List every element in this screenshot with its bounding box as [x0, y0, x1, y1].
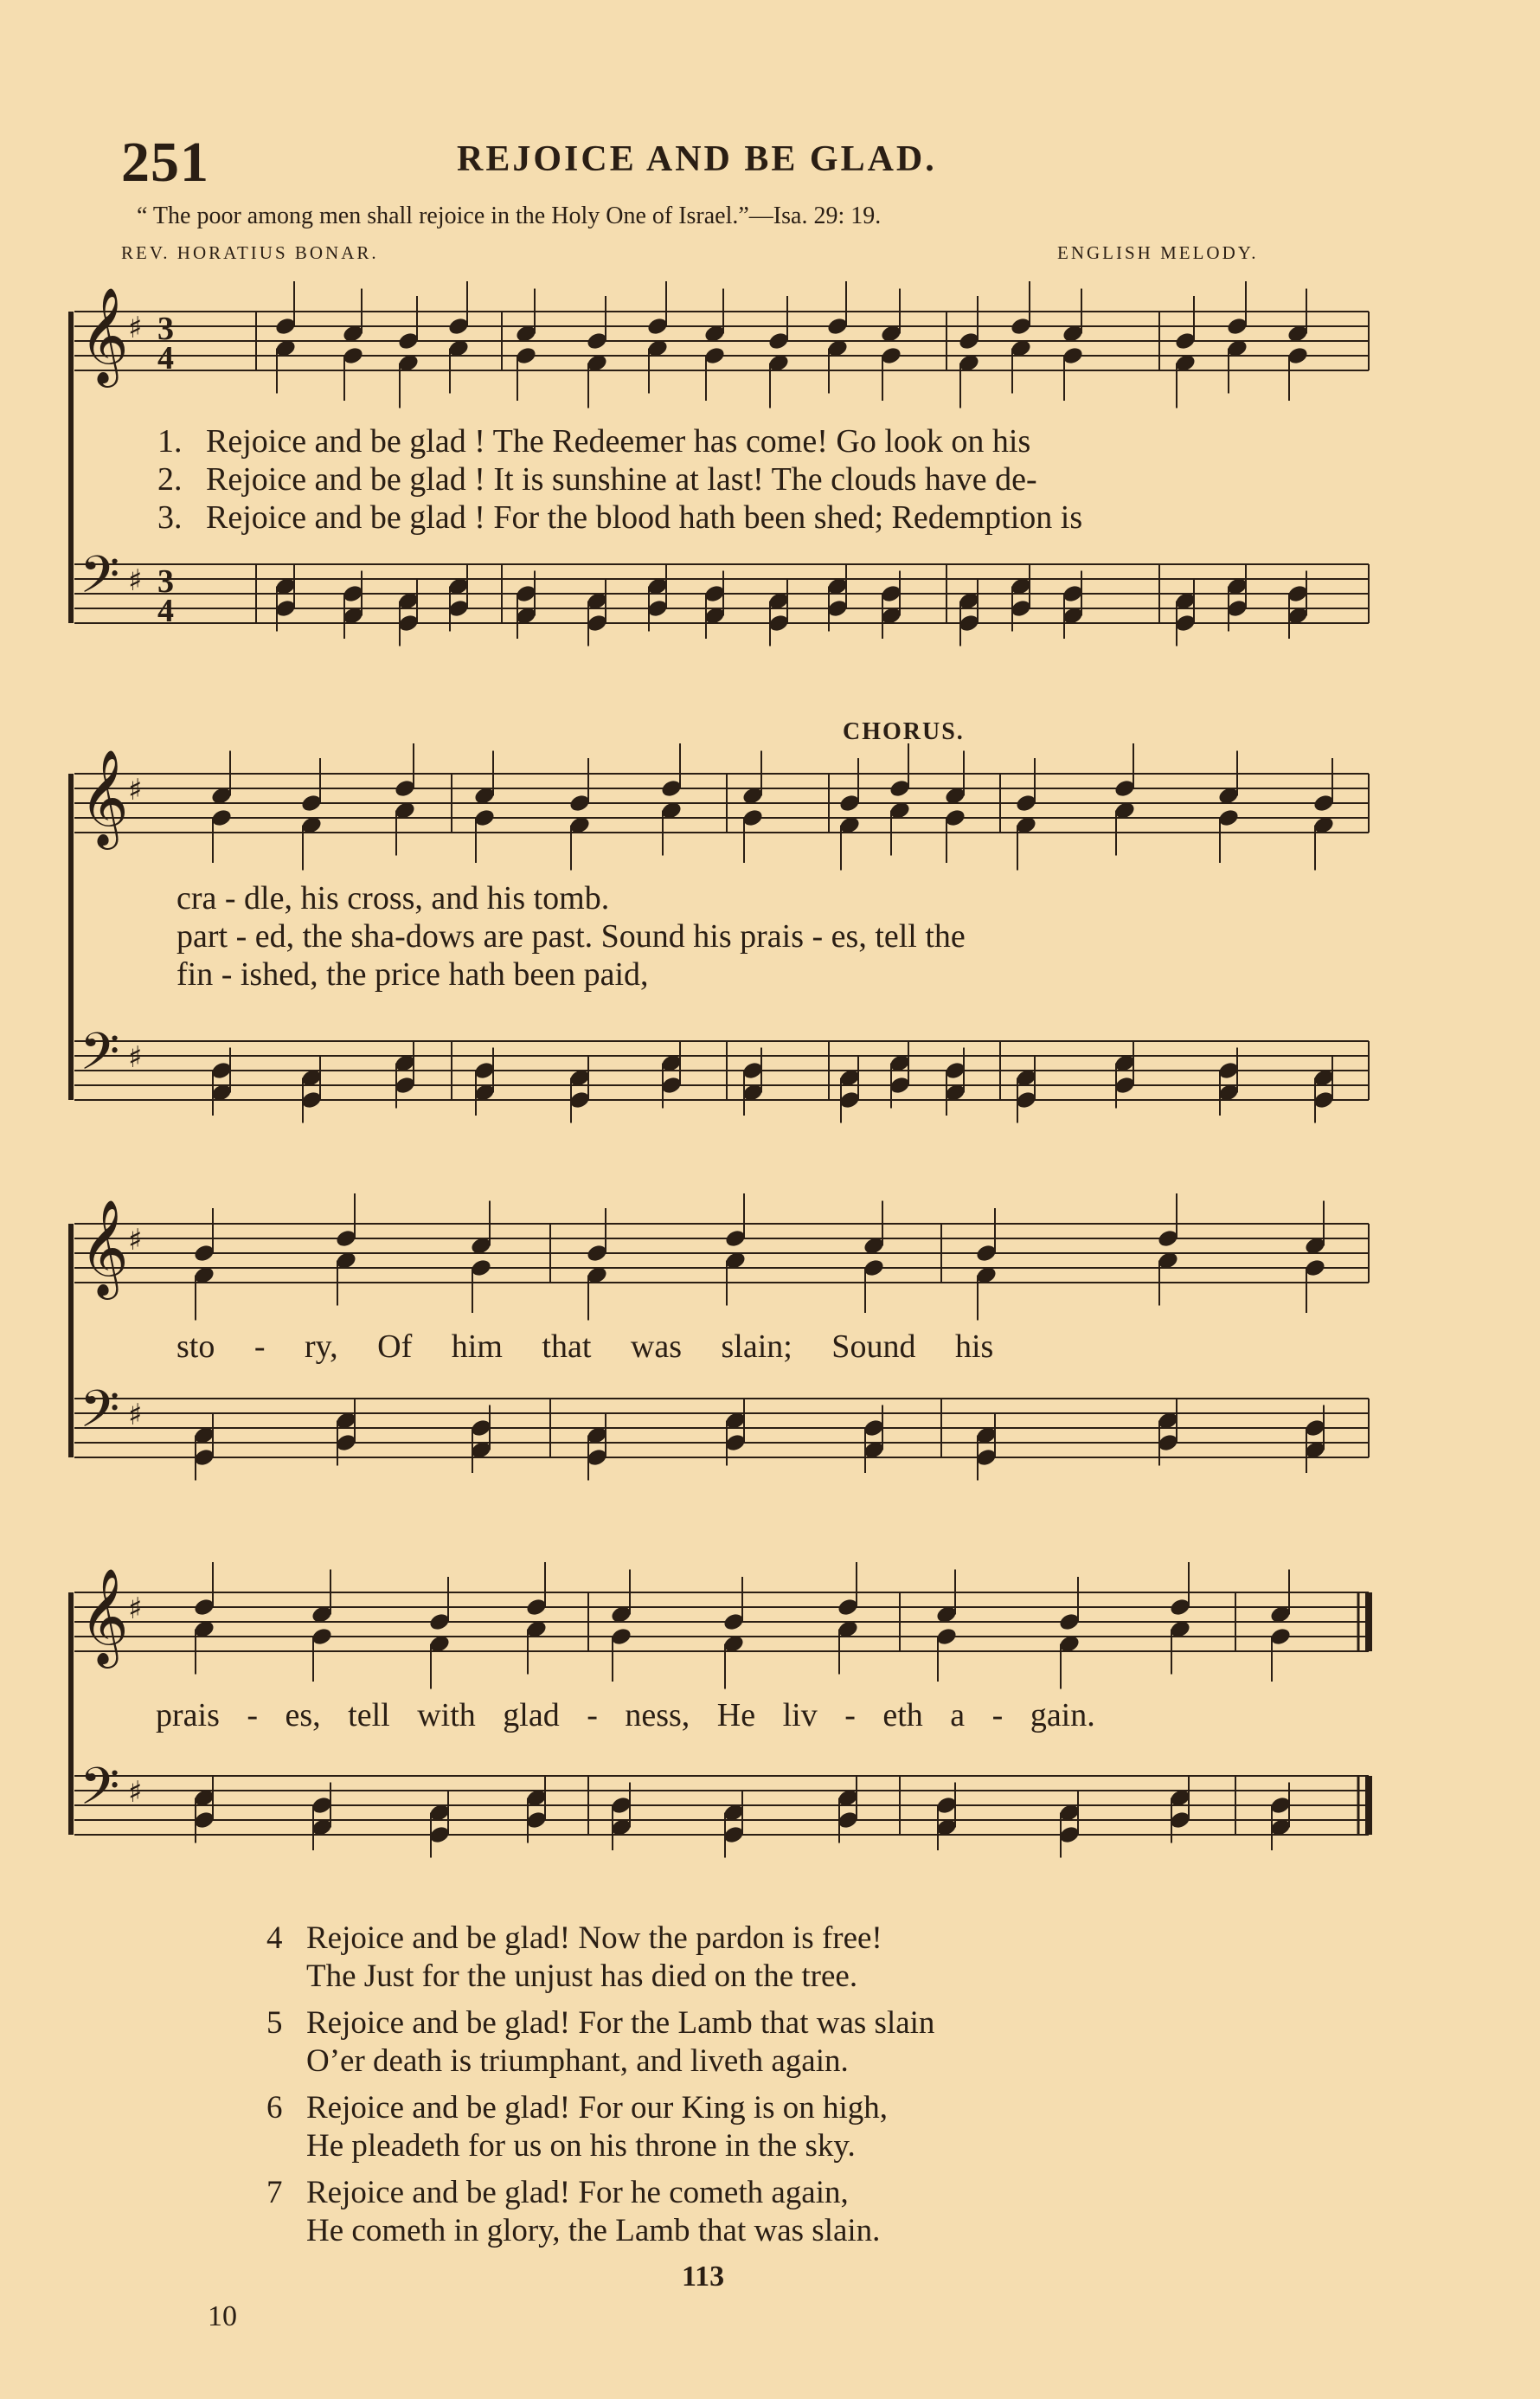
treble-clef-icon: 𝄞	[80, 1567, 129, 1664]
sharp-icon: ♯	[128, 773, 143, 807]
verse-line: The Just for the unjust has died on the tree.	[306, 1958, 858, 1994]
verse-7	[266, 2174, 880, 2250]
verse-line: He cometh in glory, the Lamb that was slain.	[306, 2213, 881, 2248]
hymn-title: REJOICE AND BE GLAD.	[457, 139, 937, 179]
lyric-line: part - ed, the sha-dows are past. Sound his prais - es, tell the	[176, 918, 966, 955]
sharp-icon: ♯	[128, 1775, 143, 1810]
lyric-text: Rejoice and be glad ! It is sunshine at last! The clouds have de-	[206, 461, 1037, 498]
verse-number: 1.	[157, 423, 183, 460]
chorus-label: CHORUS.	[843, 718, 965, 745]
page-number: 113	[682, 2261, 725, 2293]
lyric-line	[157, 422, 1030, 460]
bass-clef-icon: 𝄢	[80, 1756, 120, 1829]
time-signature-icon: 4	[157, 593, 174, 629]
author-credit: REV. HORATIUS BONAR.	[121, 242, 379, 263]
scripture-epigraph: “ The poor among men shall rejoice in the Holy One of Israel.”—Isa. 29: 19.	[137, 203, 882, 229]
time-signature-icon: 3	[157, 311, 174, 347]
bass-clef-icon: 𝄢	[80, 1021, 120, 1094]
verse-number: 3.	[157, 499, 183, 536]
verse-number: 4	[266, 1920, 283, 1956]
sharp-icon: ♯	[128, 1398, 143, 1432]
lyric-line: cra - dle, his cross, and his tomb.	[176, 880, 610, 917]
verse-number: 6	[266, 2090, 283, 2126]
tune-credit: ENGLISH MELODY.	[1057, 242, 1259, 263]
treble-clef-icon: 𝄞	[80, 749, 129, 846]
verse-5	[266, 2004, 934, 2081]
verse-line: Rejoice and be glad! Now the pardon is free!	[306, 1920, 882, 1956]
verse-line: Rejoice and be glad! For the Lamb that was slain	[306, 2005, 935, 2041]
verse-line: Rejoice and be glad! For he cometh again,	[306, 2175, 849, 2210]
verse-line: O’er death is triumphant, and liveth again.	[306, 2043, 849, 2079]
verse-number: 7	[266, 2175, 283, 2210]
lyric-text: Rejoice and be glad ! For the blood hath been shed; Redemption is	[206, 499, 1083, 536]
lyric-line	[157, 498, 1082, 537]
treble-clef-icon: 𝄞	[80, 286, 129, 383]
lyric-line: fin - ished, the price hath been paid,	[176, 956, 649, 993]
bass-clef-icon: 𝄢	[80, 1379, 120, 1451]
verse-line: He pleadeth for us on his throne in the sky.	[306, 2128, 856, 2164]
sharp-icon: ♯	[128, 1592, 143, 1626]
sharp-icon: ♯	[128, 311, 143, 345]
sharp-icon: ♯	[128, 1223, 143, 1257]
lyric-line	[157, 460, 1037, 498]
treble-clef-icon: 𝄞	[80, 1199, 129, 1296]
verse-number: 2.	[157, 461, 183, 498]
verse-line: Rejoice and be glad! For our King is on high,	[306, 2090, 889, 2126]
sharp-icon: ♯	[128, 563, 143, 598]
signature-mark: 10	[208, 2300, 237, 2332]
lyric-line: prais - es, tell with glad - ness, He liv - eth a - gain.	[156, 1697, 1095, 1733]
verse-4	[266, 1920, 882, 1996]
verse-6	[266, 2089, 888, 2165]
sharp-icon: ♯	[128, 1040, 143, 1075]
lyric-line: sto - ry, Of him that was slain; Sound his	[176, 1328, 994, 1365]
time-signature-icon: 3	[157, 563, 174, 600]
lyric-text: Rejoice and be glad ! The Redeemer has come! Go look on his	[206, 423, 1031, 460]
bass-clef-icon: 𝄢	[80, 544, 120, 617]
verse-number: 5	[266, 2005, 283, 2041]
hymn-number: 251	[121, 131, 209, 194]
time-signature-icon: 4	[157, 340, 174, 376]
